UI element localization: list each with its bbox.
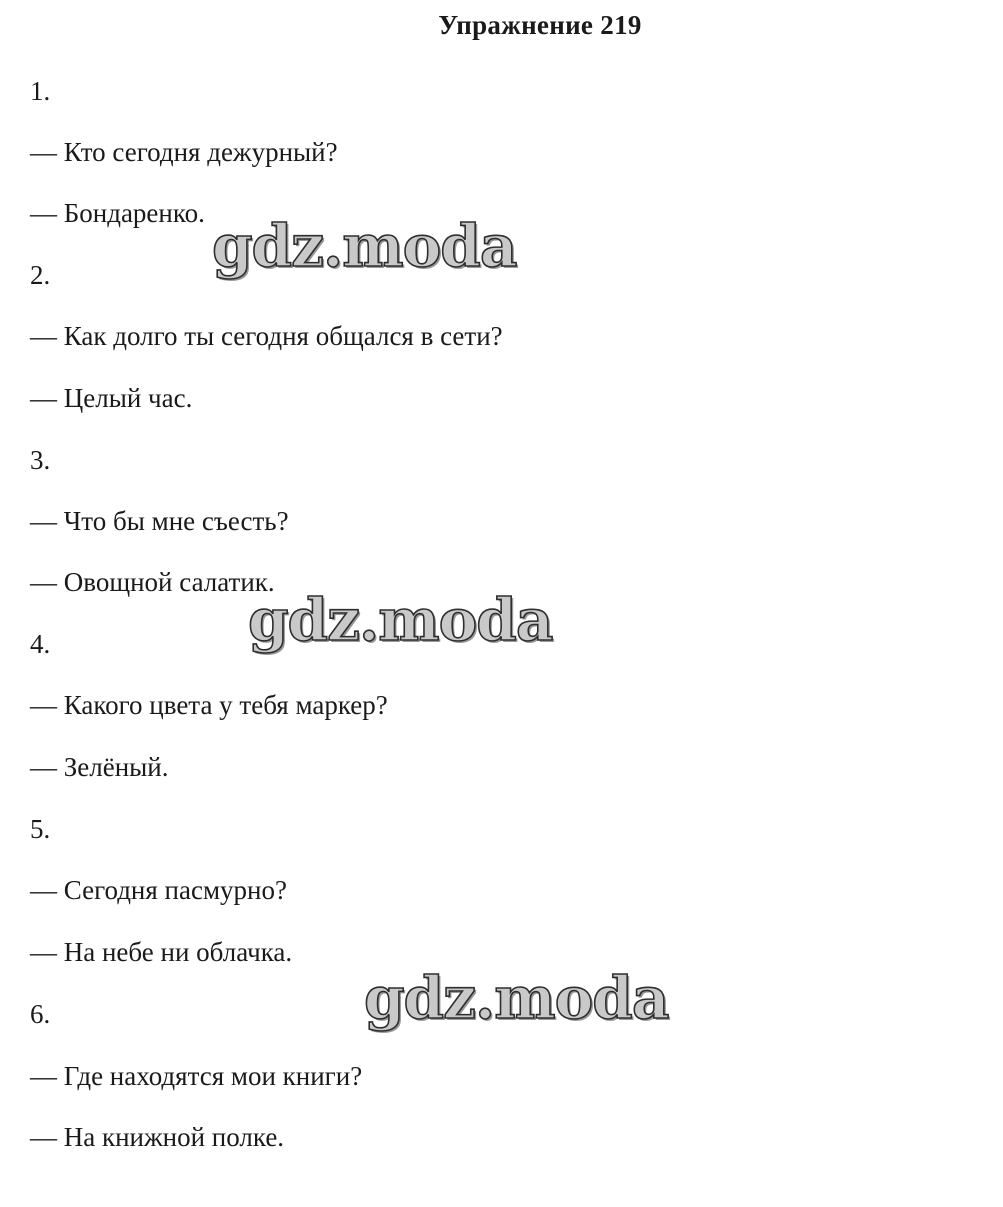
item-number-6: 6. xyxy=(30,999,51,1029)
dialogue-line-3b: — Овощной салатик. xyxy=(30,567,275,597)
dialogue-line-3a: — Что бы мне съесть? xyxy=(30,506,289,536)
item-number-5: 5. xyxy=(30,814,51,844)
dialogue-line-2a: — Как долго ты сегодня общался в сети? xyxy=(30,321,503,351)
dialogue-line-5a: — Сегодня пасмурно? xyxy=(30,875,287,905)
dialogue-line-4b: — Зелёный. xyxy=(30,752,169,782)
dialogue-line-2b: — Целый час. xyxy=(30,383,193,413)
watermark-logo: gdz.moda xyxy=(212,212,517,280)
dialogue-line-6b: — На книжной полке. xyxy=(30,1122,285,1152)
dialogue-line-6a: — Где находятся мои книги? xyxy=(30,1061,363,1091)
item-number-3: 3. xyxy=(30,445,51,475)
watermark-logo: gdz.moda xyxy=(248,586,553,654)
watermark-logo: gdz.moda xyxy=(364,964,669,1032)
exercise-title: Упражнение 219 xyxy=(438,10,642,40)
item-number-4: 4. xyxy=(30,629,51,659)
dialogue-line-1a: — Кто сегодня дежурный? xyxy=(30,137,338,167)
dialogue-line-4a: — Какого цвета у тебя маркер? xyxy=(30,690,388,720)
item-number-2: 2. xyxy=(30,260,51,290)
dialogue-line-5b: — На небе ни облачка. xyxy=(30,937,293,967)
item-number-1: 1. xyxy=(30,76,51,106)
dialogue-line-1b: — Бондаренко. xyxy=(30,198,205,228)
